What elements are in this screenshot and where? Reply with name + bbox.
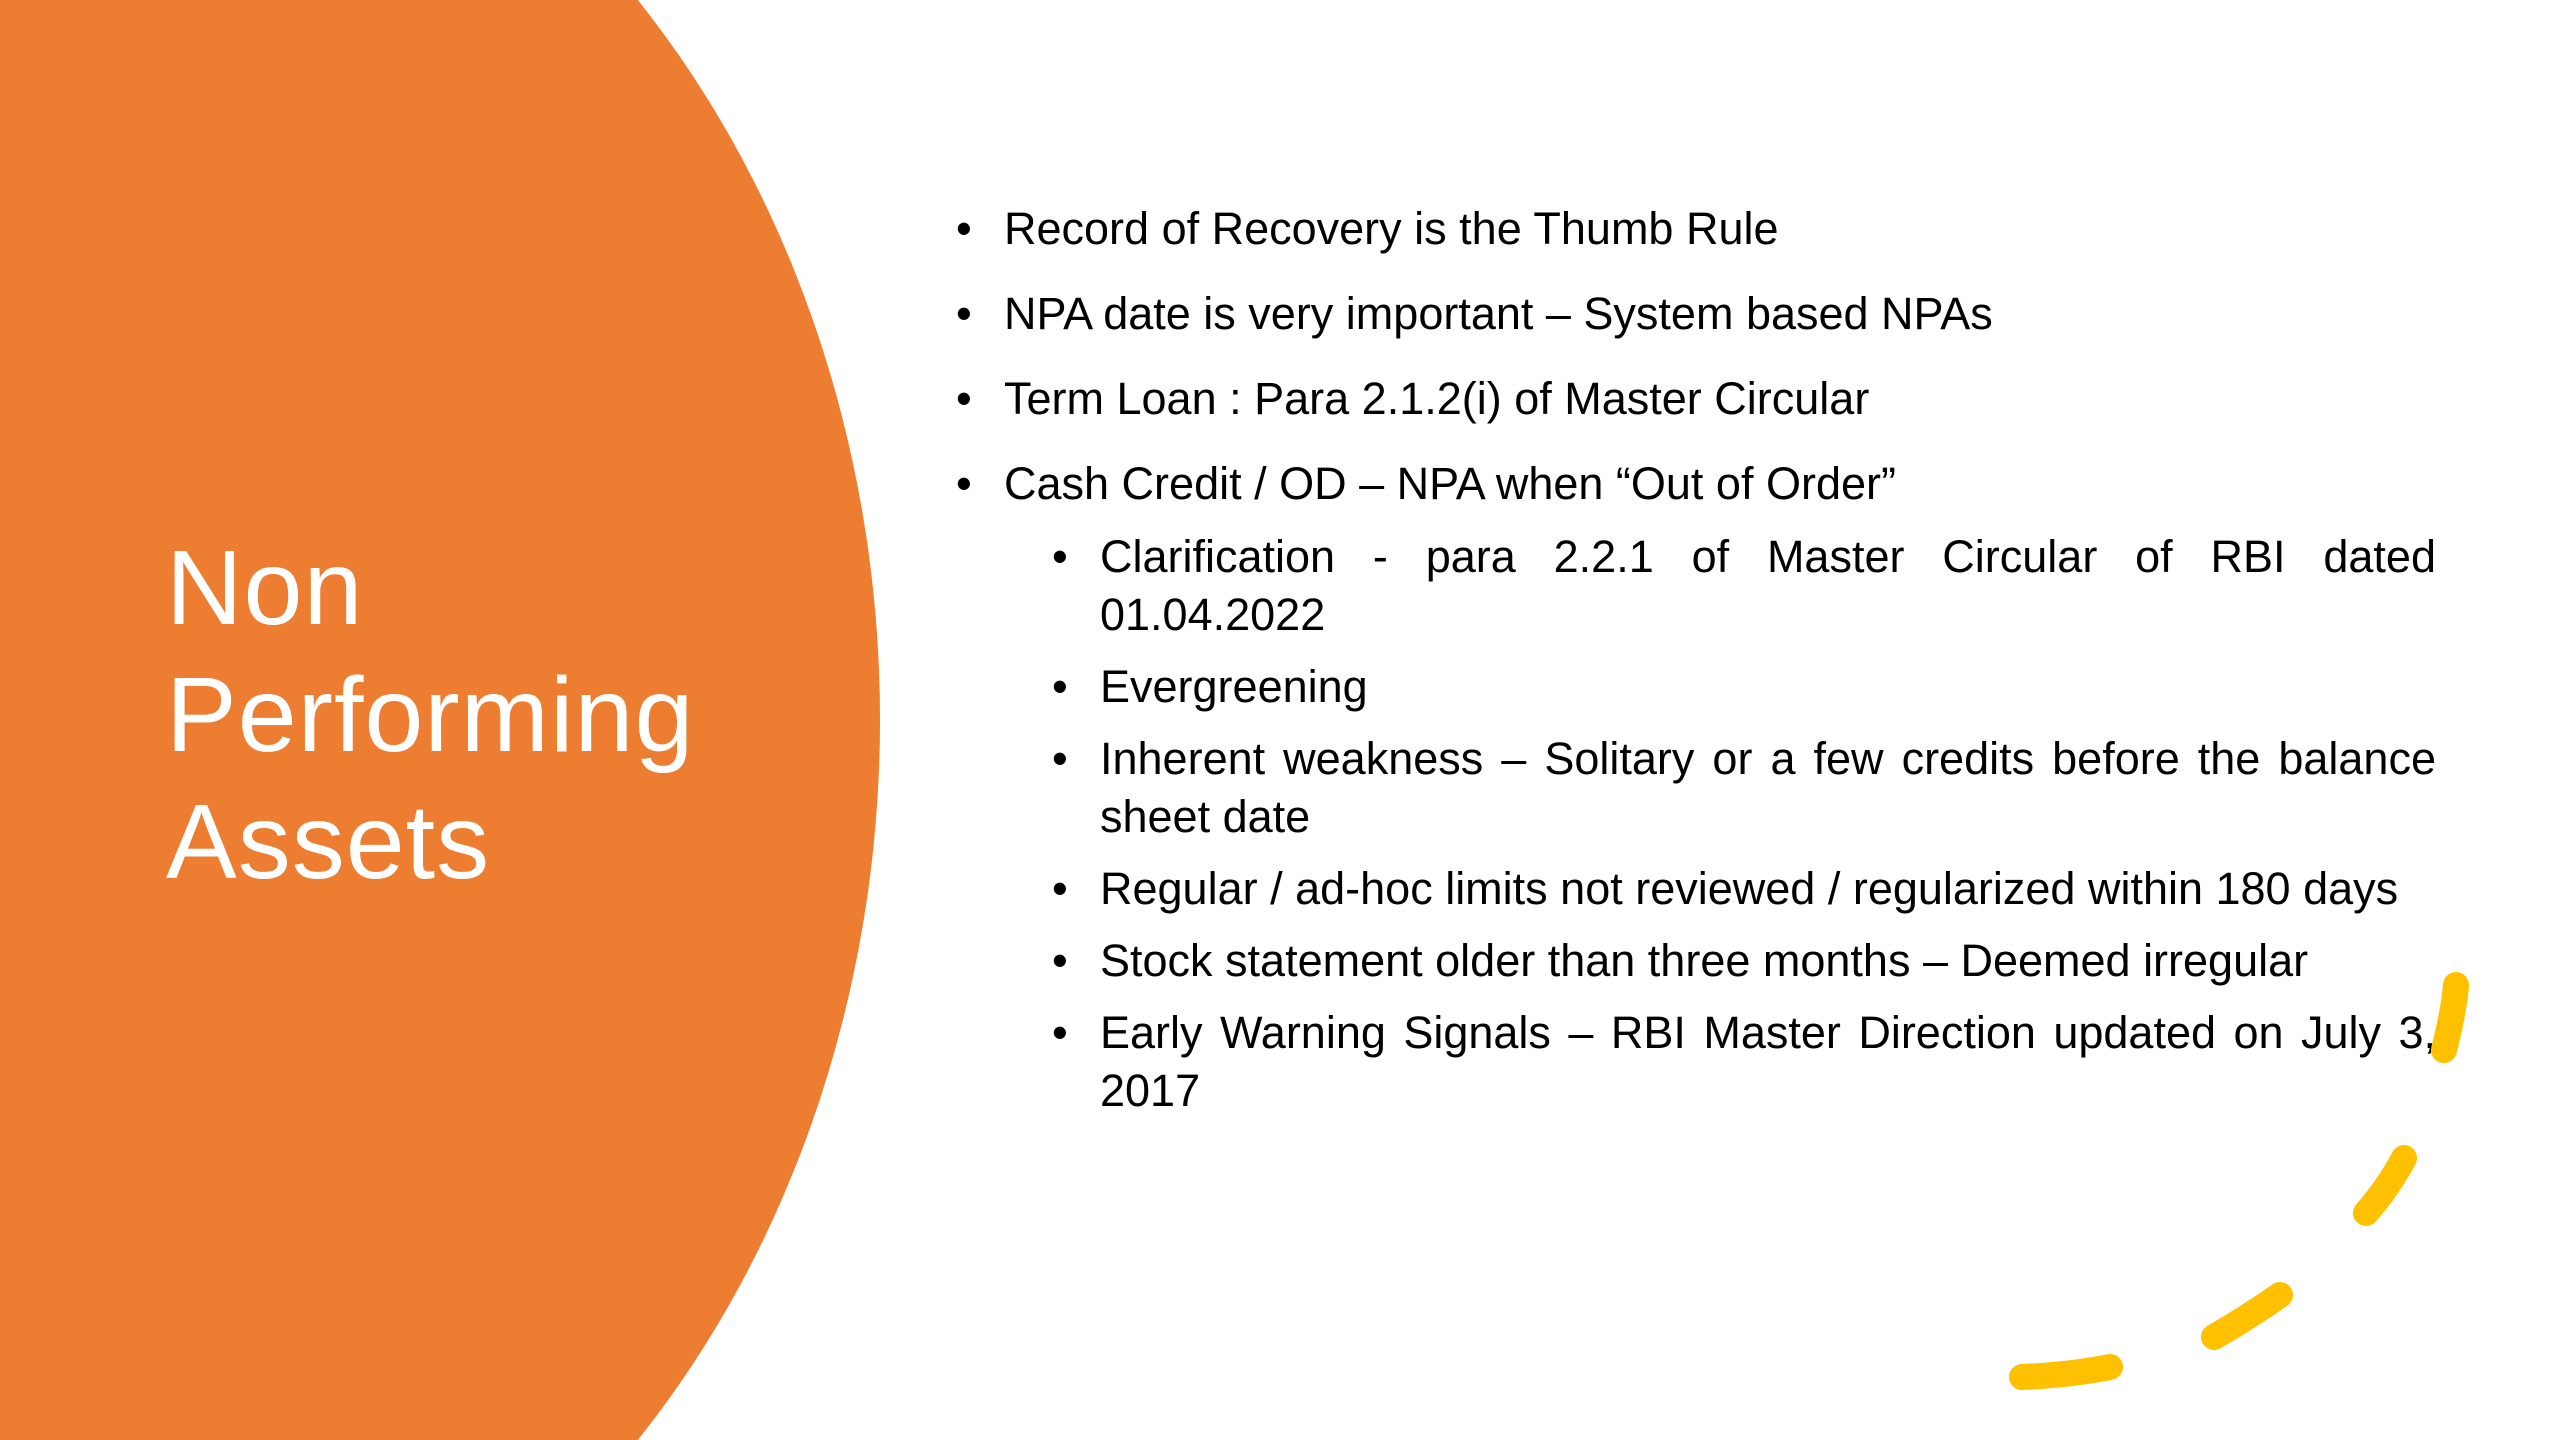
bullet-item — [956, 455, 2436, 513]
slide-title — [166, 525, 786, 906]
sub-bullet-item — [1052, 932, 2436, 990]
title-line: Non — [166, 529, 364, 647]
bullet-icon: • — [1052, 935, 1068, 986]
bullet-list — [956, 200, 2436, 1134]
bullet-icon: • — [956, 288, 972, 339]
sub-bullet-text: Early Warning Signals – RBI Master Direction updated on July 3, 2017 — [1100, 1007, 2436, 1116]
bullet-icon: • — [1052, 863, 1068, 914]
sub-bullet-item — [1052, 1004, 2436, 1120]
bullet-text: Term Loan : Para 2.1.2(i) of Master Circular — [1004, 373, 1870, 424]
bullet-item — [956, 200, 2436, 258]
bullet-icon: • — [956, 373, 972, 424]
bullet-text: Record of Recovery is the Thumb Rule — [1004, 203, 1779, 254]
sub-bullet-item — [1052, 658, 2436, 716]
dash-segment — [2214, 1295, 2280, 1337]
sub-bullet-item — [1052, 860, 2436, 918]
title-line: Performing — [166, 656, 695, 774]
sub-bullet-text: Clarification - para 2.2.1 of Master Circular of RBI dated 01.04.2022 — [1100, 531, 2436, 640]
sub-bullet-text: Inherent weakness – Solitary or a few credits before the balance sheet date — [1100, 733, 2436, 842]
bullet-icon: • — [1052, 661, 1068, 712]
bullet-icon: • — [1052, 531, 1068, 582]
bullet-icon: • — [956, 203, 972, 254]
bullet-icon: • — [1052, 1007, 1068, 1058]
sub-bullet-item — [1052, 528, 2436, 644]
bullet-text: Cash Credit / OD – NPA when “Out of Order” — [1004, 458, 1896, 509]
bullet-item — [956, 285, 2436, 343]
title-line: Assets — [166, 783, 491, 901]
dash-segment — [2366, 1158, 2404, 1213]
sub-bullet-text: Stock statement older than three months – Deemed irregular — [1100, 935, 2309, 986]
bullet-text: NPA date is very important – System based NPAs — [1004, 288, 1993, 339]
sub-bullet-text: Evergreening — [1100, 661, 1368, 712]
dash-segment — [2444, 985, 2456, 1050]
sub-bullet-item — [1052, 730, 2436, 846]
sub-bullet-list — [1052, 528, 2436, 1120]
dash-segment — [2022, 1367, 2110, 1377]
bullet-icon: • — [1052, 733, 1068, 784]
sub-bullet-text: Regular / ad-hoc limits not reviewed / regularized within 180 days — [1100, 863, 2399, 914]
bullet-icon: • — [956, 458, 972, 509]
bullet-item — [956, 370, 2436, 428]
